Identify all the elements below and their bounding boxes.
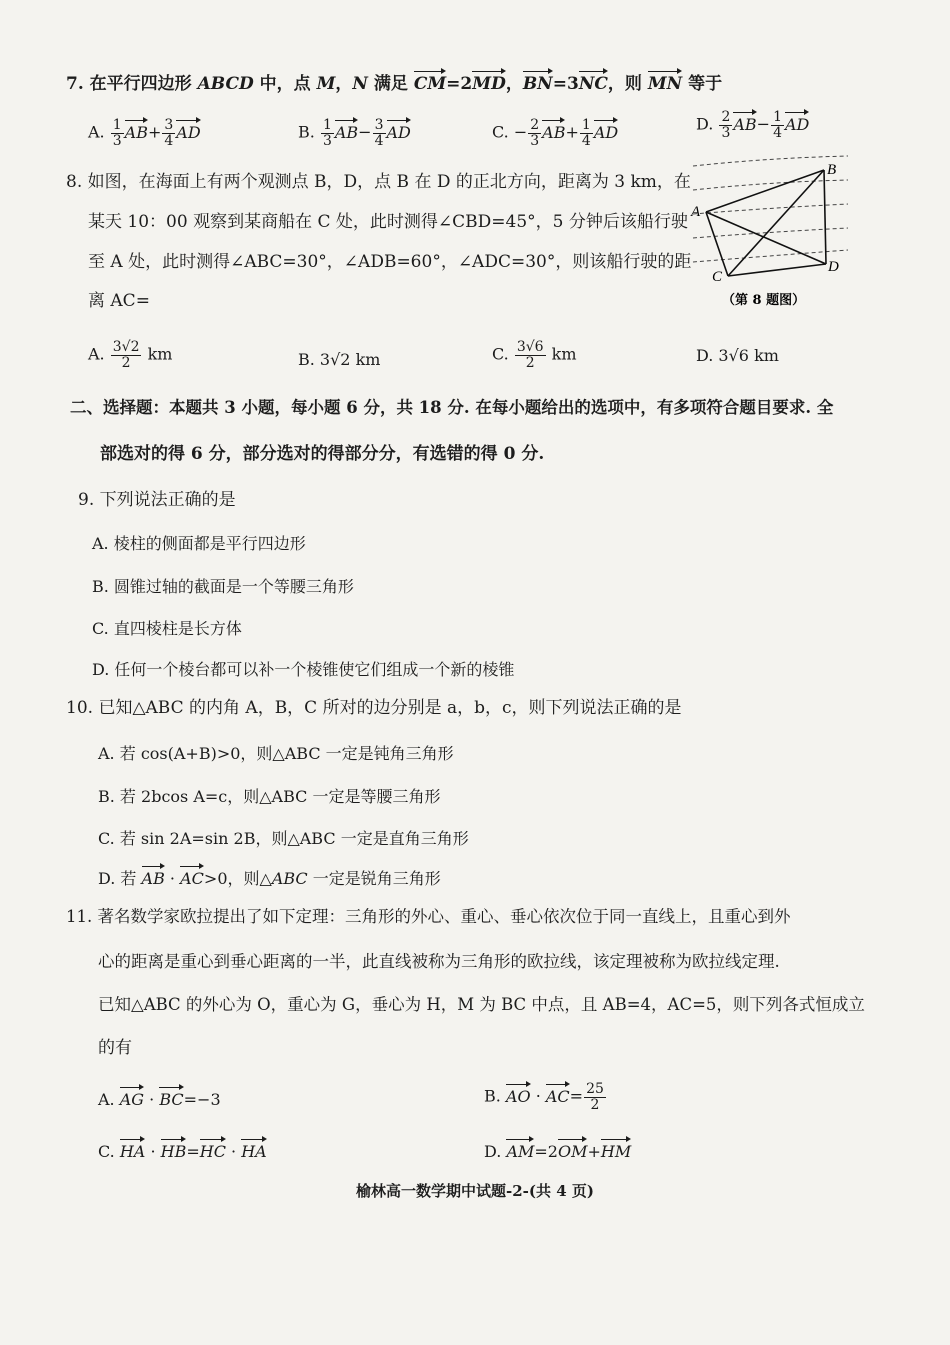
q8-figure <box>688 152 853 312</box>
q9-option-b: B. 圆锥过轴的截面是一个等腰三角形 <box>92 577 354 596</box>
q8-diagram <box>688 152 853 312</box>
label-b: B <box>827 162 837 178</box>
q11-option-b: B. AO · AC= $\frac{25}{2}$ <box>484 1081 604 1113</box>
q9-option-a: A. 棱柱的侧面都是平行四边形 <box>92 534 306 553</box>
label-c: C <box>712 269 723 285</box>
q10-option-d: D. 若 AB · AC>0，则△ABC 一定是锐角三角形 <box>98 869 441 888</box>
q10-option-a: A. 若 cos(A+B)>0，则△ABC 一定是钝角三角形 <box>98 744 454 763</box>
q10-stem: 10. 已知△ABC 的内角 A，B，C 所对的边分别是 a，b，c，则下列说法正确的是 <box>66 698 682 718</box>
q11-option-c: C. HA · HB=HC · HA <box>98 1142 267 1161</box>
q10-option-b: B. 若 2bcos A=c，则△ABC 一定是等腰三角形 <box>98 787 441 806</box>
q8-line-2: 某天 10：00 观察到某商船在 C 处，此时测得∠CBD=45°，5 分钟后该船行驶 <box>88 212 688 232</box>
section2-line-2: 部选对的得 6 分，部分选对的得部分分，有选错的得 0 分. <box>100 444 545 464</box>
q8-option-a: A. $\frac{3√2}{2}$ km <box>88 339 173 371</box>
q7-stem: 7. 在平行四边形 ABCD 中，点 M，N 满足 CM=2MD，BN=3NC，则 MN 等于 <box>66 74 723 94</box>
q11-line-3: 已知△ABC 的外心为 O，重心为 G，垂心为 H，M 为 BC 中点，且 AB=4，AC=5，则下列各式恒成立 <box>98 995 865 1014</box>
q11-line-4: 的有 <box>98 1038 132 1058</box>
q11-line-1: 11. 著名数学家欧拉提出了如下定理：三角形的外心、重心、垂心依次位于同一直线上，且重心到外 <box>66 907 791 926</box>
q11-line-2: 心的距离是重心到垂心距离的一半，此直线被称为三角形的欧拉线，该定理被称为欧拉线定理. <box>98 952 780 971</box>
q11-option-a: A. AG · BC=−3 <box>98 1090 221 1109</box>
q8-option-d: D. 3√6 km <box>696 346 779 365</box>
q10-option-c: C. 若 sin 2A=sin 2B，则△ABC 一定是直角三角形 <box>98 829 469 848</box>
section2-line-1: 二、选择题：本题共 3 小题，每小题 6 分，共 18 分. 在每小题给出的选项中，有多项符合题目要求. 全 <box>70 398 834 417</box>
q7-option-d: D. $\frac{2}{3}$ AB− $\frac{1}{4}$ AD <box>696 109 810 141</box>
q9-option-d: D. 任何一个棱台都可以补一个棱锥使它们组成一个新的棱锥 <box>92 660 515 679</box>
label-d: D <box>828 259 839 275</box>
q8-line-4: 离 AC= <box>88 291 150 311</box>
q8-option-c: C. $\frac{3√6}{2}$ km <box>492 339 577 371</box>
q8-figure-caption: （第 8 题图） <box>722 293 806 308</box>
q11-option-d: D. AM=2OM+HM <box>484 1142 632 1161</box>
page-footer: 榆林高一数学期中试题-2-(共 4 页) <box>356 1182 594 1200</box>
q9-stem: 9. 下列说法正确的是 <box>78 490 236 510</box>
q8-option-b: B. 3√2 km <box>298 350 381 369</box>
q9-option-c: C. 直四棱柱是长方体 <box>92 619 242 638</box>
q8-line-3: 至 A 处，此时测得∠ABC=30°，∠ADB=60°，∠ADC=30°，则该船行驶的距 <box>88 252 692 272</box>
q8-quadrilateral <box>706 170 826 276</box>
q8-line-1: 8. 如图，在海面上有两个观测点 B，D，点 B 在 D 的正北方向，距离为 3 km，在 <box>66 172 691 192</box>
q7-option-a: A. $\frac{1}{3}$ AB+ $\frac{3}{4}$ AD <box>88 117 201 149</box>
q7-option-b: B. $\frac{1}{3}$ AB− $\frac{3}{4}$ AD <box>298 117 411 149</box>
label-a: A <box>691 204 701 220</box>
q7-option-c: C. − $\frac{2}{3}$ AB+ $\frac{1}{4}$ AD <box>492 117 619 149</box>
